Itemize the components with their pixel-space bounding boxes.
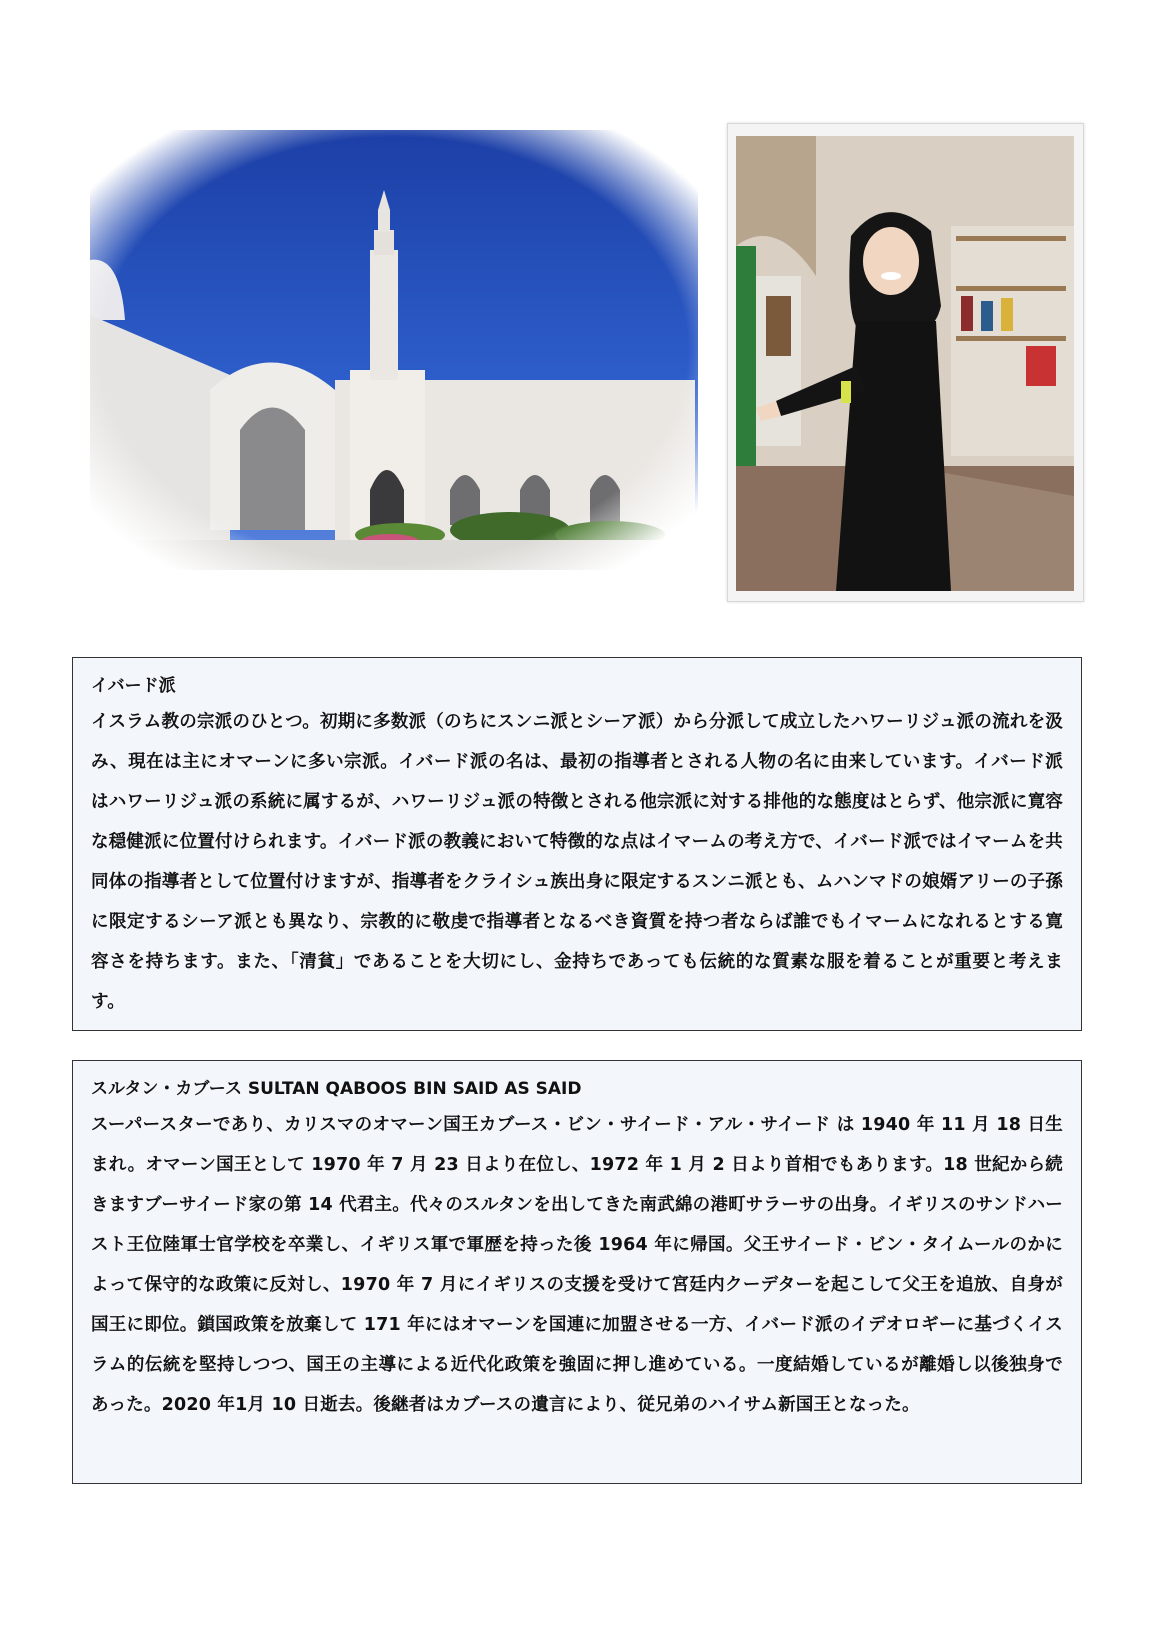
mosque-illustration xyxy=(90,130,698,570)
ibadi-section xyxy=(72,657,1082,1031)
mosque-photo xyxy=(90,130,698,570)
person-photo xyxy=(727,123,1084,602)
section-title: スルタン・カブース SULTAN QABOOS BIN SAID AS SAID xyxy=(91,1079,582,1099)
section-title: イバード派 xyxy=(91,676,176,696)
section-body: イスラム教の宗派のひとつ。初期に多数派（のちにスンニ派とシーア派）から分派して成立したハワーリジュ派の流れを汲み、現在は主にオマーンに多い宗派。イバード派の名は、最初の指導者とされる人物の名に由来しています。イバード派はハワーリジュ派の系統に属するが、ハワーリジュ派の特徴とされる他宗派に対する排他的な態度はとらず、他宗派に寛容な穏健派に位置付けられます。イバード派の教義において特徴的な点はイマームの考え方で、イバード派ではイマームを共同体の指導者として位置付けますが、指導者をクライシュ族出身に限定するスンニ派とも、ムハンマドの娘婿アリーの子孫に限定するシーア派とも異なり、宗教的に敬虔で指導者となるべき資質を持つ者ならば誰でもイマームになれるとする寛容さを持ちます。また、「清貧」であることを大切にし、金持ちであっても伝統的な質素な服を着ることが重要と考えます。 xyxy=(91,712,1063,1012)
sultan-qaboos-section xyxy=(72,1060,1082,1484)
section-body: スーパースターであり、カリスマのオマーン国王カブース・ビン・サイード・アル・サイード は 1940 年 11 月 18 日生まれ。オマーン国王として 1970 年 7 月 23 日より在位し、1972 年 1 月 2 日より首相でもあります。18 世紀から続きますブーサイード家の第 14 代君主。代々のスルタンを出してきた南武綿の港町サラーサの出身。イギリスのサンドハースト王位陸軍士官学校を卒業し、イギリス軍で軍歴を持った後 1964 年に帰国。父王サイード・ビン・タイムールのかによって保守的な政策に反対し、1970 年 7 月にイギリスの支援を受けて宮廷内クーデターを起こして父王を追放、自身が国王に即位。鎖国政策を放棄して 171 年にはオマーンを国連に加盟させる一方、イバード派のイデオロギーに基づくイスラム的伝統を堅持しつつ、国王の主導による近代化政策を強固に押し進めている。一度結婚しているが離婚し以後独身であった。2020 年1月 10 日逝去。後継者はカブースの遺言により、従兄弟のハイサム新国王となった。 xyxy=(91,1115,1063,1415)
person-illustration xyxy=(736,136,1074,591)
